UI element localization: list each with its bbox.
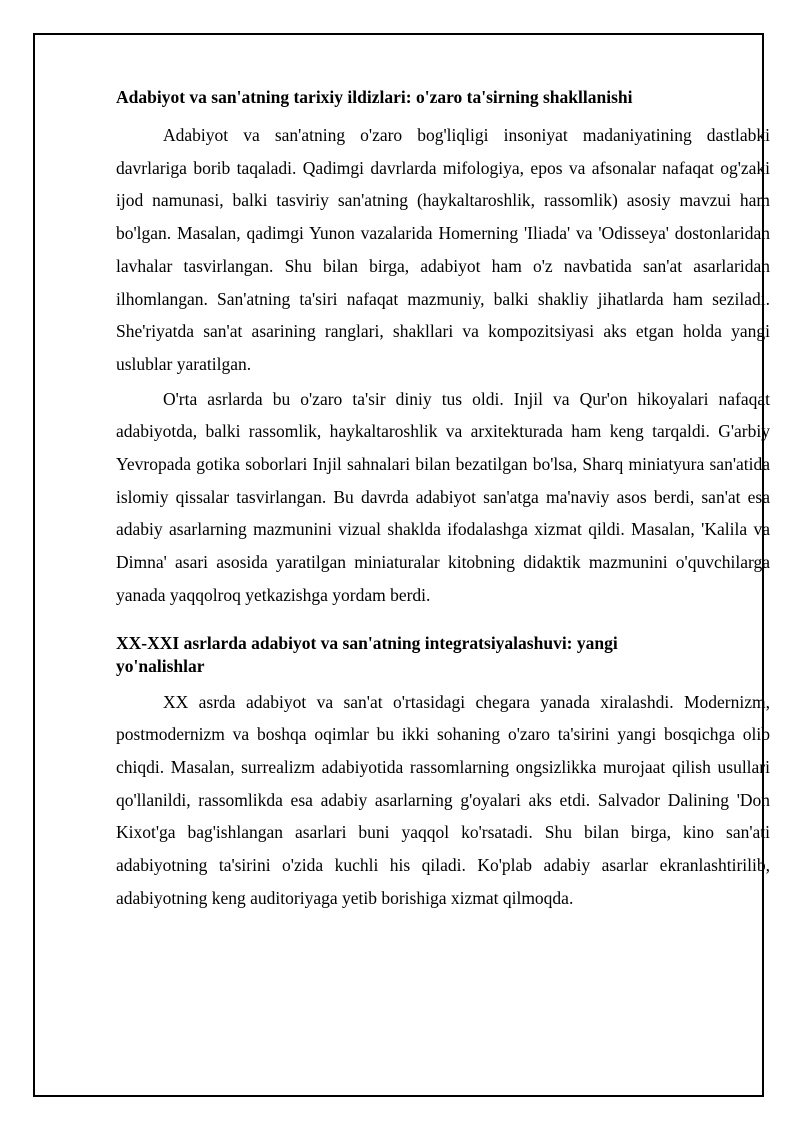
section-heading-historical-roots: Adabiyot va san'atning tarixiy ildizlari: o'zaro ta'sirning shakllanishi (116, 87, 633, 107)
document-body (116, 86, 770, 916)
section-heading-integration: XX-XXI asrlarda adabiyot va san'atning integratsiyalashuvi: yangi yo'nalishlar (116, 632, 618, 676)
paragraph-ancient-period: Adabiyot va san'atning o'zaro bog'liqligi insoniyat madaniyatining dastlabki davrlariga borib taqaladi. Qadimgi davrlarda mifologiya, epos va afsonalar nafaqat og'zaki ijod namunasi, balki tasviriy san'atning (haykaltaroshlik, rassomlik) asosiy mavzui ham bo'lgan. Masalan, qadimgi Yunon vazalarida Homerning 'Iliada' va 'Odisseya' dostonlaridan lavhalar tasvirlangan. Shu bilan birga, adabiyot ham o'z navbatida san'at asarlaridan ilhomlangan. San'atning ta'siri nafaqat mazmuniy, balki shakliy jihatlarda ham seziladi. She'riyatda san'at asarining ranglari, shakllari va kompozitsiyasi aks etgan holda yangi uslublar yaratilgan. (116, 125, 770, 374)
paragraph-middle-ages: O'rta asrlarda bu o'zaro ta'sir diniy tus oldi. Injil va Qur'on hikoyalari nafaqat adabiyotda, balki rassomlik, haykaltaroshlik va arxitekturada ham keng tarqaldi. G'arbiy Yevropada gotika soborlari Injil sahnalari bilan bezatilgan bo'lsa, Sharq miniatyura san'atida islomiy qissalar tasvirlangan. Bu davrda adabiyot san'atga ma'naviy asos berdi, san'at esa adabiy asarlarning mazmunini vizual shaklda ifodalashga xizmat qildi. Masalan, 'Kalila va Dimna' asari asosida yaratilgan miniaturalar kitobning didaktik mazmunini o'quvchilarga yanada yaqqolroq yetkazishga yordam berdi. (116, 388, 770, 605)
paragraph-twentieth-century: XX asrda adabiyot va san'at o'rtasidagi chegara yanada xiralashdi. Modernizm, postmodernizm va boshqa oqimlar bu ikki sohaning o'zaro ta'sirini yangi bosqichga olib chiqdi. Masalan, surrealizm adabiyotida rassomlarning ongsizlikka murojaat qilish usullari qo'llanildi, rassomlikda esa adabiy asarlarning g'oyalari aks etdi. Salvador Dalining 'Don Kixot'ga bag'ishlangan asarlari buni yaqqol ko'rsatadi. Shu bilan birga, kino san'ati adabiyotning ta'sirini o'zida kuchli his qiladi. Ko'plab adabiy asarlar ekranlashtirilib, adabiyotning keng auditoriyaga yetib borishiga xizmat qilmoqda. (116, 691, 770, 908)
